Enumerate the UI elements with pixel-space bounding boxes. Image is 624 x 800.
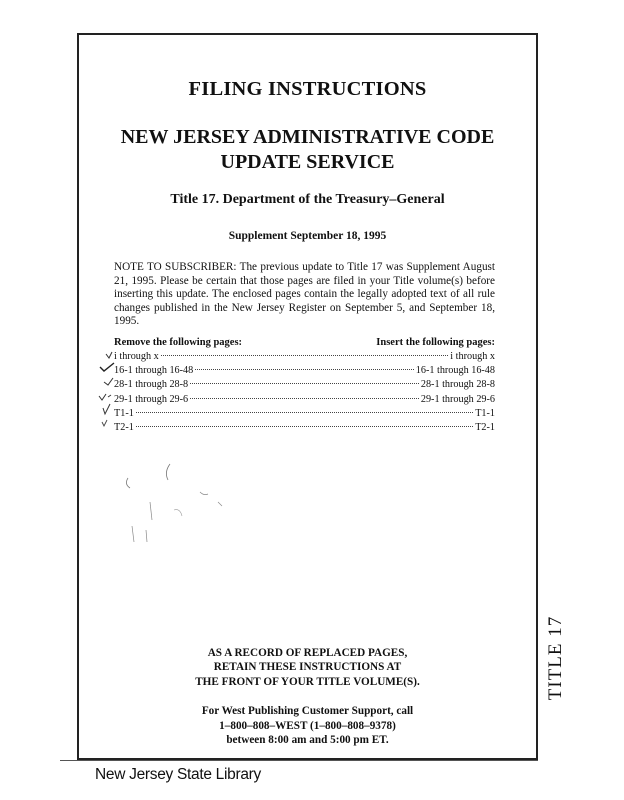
- table-row: [114, 378, 495, 392]
- leader-dots: [136, 426, 473, 427]
- bottom-rule: [60, 760, 538, 761]
- page-title: FILING INSTRUCTIONS: [188, 78, 427, 100]
- insert-pages: 28-1 through 28-8: [420, 379, 495, 391]
- spine-label-text: TITLE 17: [545, 615, 566, 701]
- support-line1: For West Publishing Customer Support, call: [201, 705, 414, 717]
- leader-dots: [136, 412, 473, 413]
- title-subtitle: Title 17. Department of the Treasury–General: [170, 192, 445, 207]
- record-line2: RETAIN THESE INSTRUCTIONS AT: [213, 661, 402, 674]
- handwritten-check-marks: [96, 350, 116, 440]
- insert-header: Insert the following pages:: [376, 337, 495, 348]
- code-title-line1: NEW JERSEY ADMINISTRATIVE CODE: [120, 126, 495, 148]
- library-stamp: New Jersey State Library: [95, 766, 261, 783]
- table-row: [114, 393, 495, 407]
- record-line3: THE FRONT OF YOUR TITLE VOLUME(S).: [195, 675, 420, 688]
- faint-pencil-marks: [110, 450, 240, 560]
- record-notice: [77, 646, 538, 689]
- supplement-date: Supplement September 18, 1995: [228, 230, 387, 242]
- code-title-line2: UPDATE SERVICE: [220, 151, 395, 173]
- support-phone: 1–800–808–WEST (1–800–808–9378): [219, 719, 396, 732]
- remove-pages: 16-1 through 16-48: [114, 365, 194, 377]
- support-hours: between 8:00 am and 5:00 pm ET.: [226, 734, 389, 746]
- insert-pages: i through x: [450, 351, 495, 362]
- table-row: [114, 421, 495, 435]
- leader-dots: [195, 369, 414, 370]
- leader-dots: [190, 398, 419, 399]
- remove-pages: 28-1 through 28-8: [114, 379, 189, 391]
- remove-header: Remove the following pages:: [114, 337, 243, 348]
- leader-dots: [190, 383, 419, 384]
- pages-table: [114, 350, 495, 435]
- pages-table-header: [114, 337, 495, 348]
- subscriber-note: NOTE TO SUBSCRIBER: The previous update to Title 17 was Supplement August 21, 1995. Please be certain that those pages are filed in your Title volume(s) before inserting this update. The enclosed pages contain the legally adopted text of all rule changes published in the New Jersey Register on September 5, and September 18, 1995.: [114, 261, 495, 328]
- remove-pages: 29-1 through 29-6: [114, 393, 189, 405]
- table-row: [114, 407, 495, 421]
- spine-label: [538, 608, 574, 708]
- insert-pages: T2-1: [475, 421, 495, 433]
- insert-pages: 16-1 through 16-48: [415, 365, 495, 377]
- support-info: [77, 704, 538, 748]
- remove-pages: i through x: [114, 351, 159, 362]
- insert-pages: 29-1 through 29-6: [420, 393, 495, 405]
- insert-pages: T1-1: [475, 407, 495, 419]
- table-row: [114, 350, 495, 364]
- remove-pages: T1-1: [114, 407, 134, 419]
- leader-dots: [161, 355, 449, 356]
- table-row: [114, 364, 495, 378]
- code-title: [77, 125, 538, 175]
- record-line1: AS A RECORD OF REPLACED PAGES,: [207, 647, 408, 659]
- remove-pages: T2-1: [114, 421, 134, 433]
